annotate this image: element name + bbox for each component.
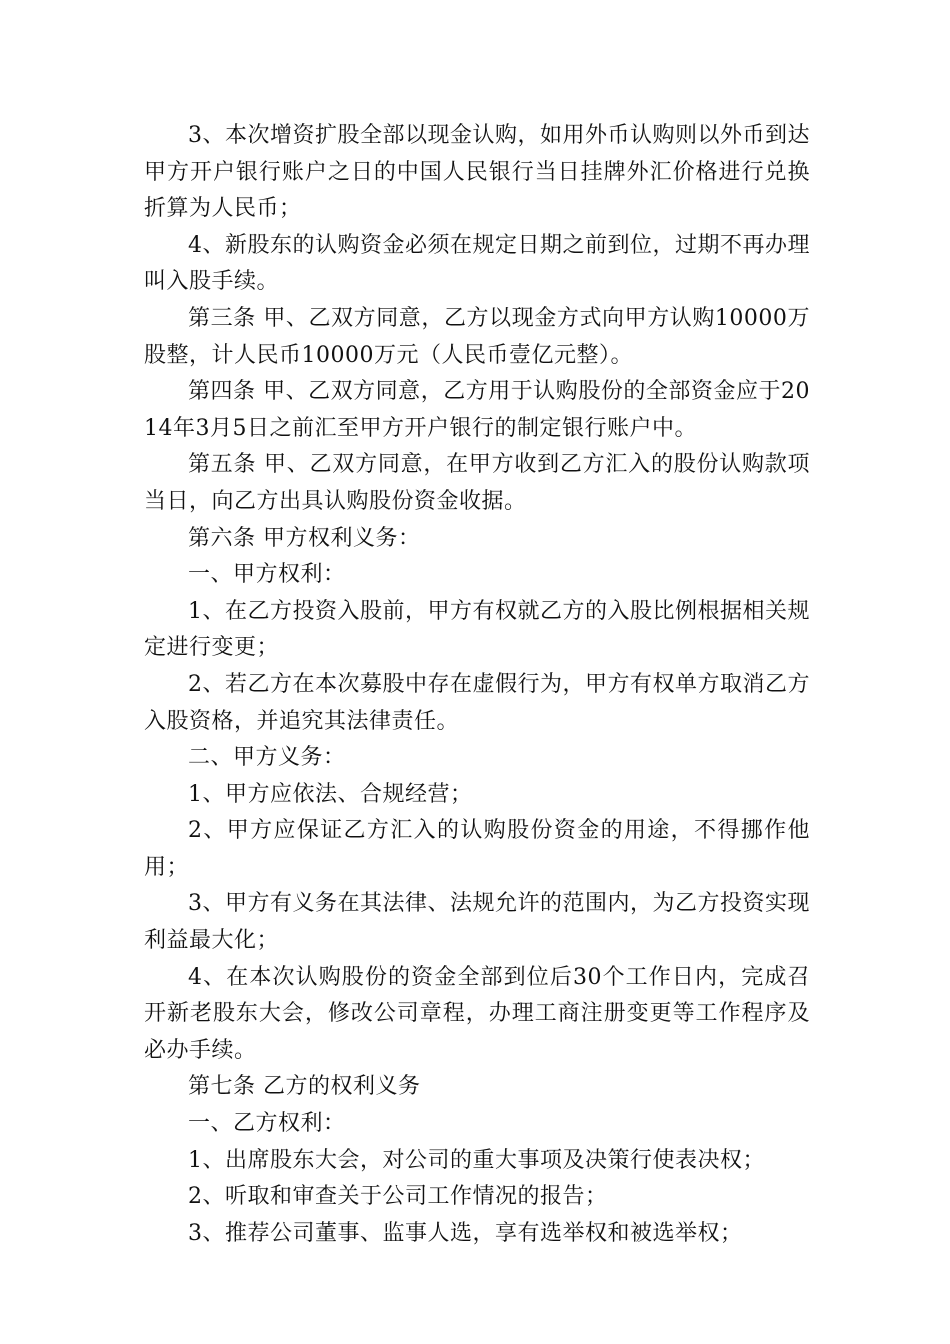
clause-paragraph: 2、若乙方在本次募股中存在虚假行为，甲方有权单方取消乙方入股资格，并追究其法律责任。 [144,671,810,734]
clause-paragraph: 3、推荐公司董事、监事人选，享有选举权和被选举权； [188,1220,743,1246]
party-a-rights-heading: 一、甲方权利： [188,562,346,588]
clause-paragraph: 1、出席股东大会，对公司的重大事项及决策行使表决权； [188,1147,765,1173]
clause-paragraph: 3、甲方有义务在其法律、法规允许的范围内，为乙方投资实现利益最大化； [144,891,810,954]
article-7-heading: 第七条 乙方的权利义务 [188,1074,421,1100]
party-a-obligations-heading: 二、甲方义务： [188,745,346,771]
clause-paragraph: 2、听取和审查关于公司工作情况的报告； [188,1184,608,1210]
clause-paragraph: 4、新股东的认购资金必须在规定日期之前到位，过期不再办理叫入股手续。 [144,232,810,295]
clause-paragraph: 2、甲方应保证乙方汇入的认购股份资金的用途，不得挪作他用； [144,818,810,880]
clause-paragraph: 1、在乙方投资入股前，甲方有权就乙方的入股比例根据相关规定进行变更； [144,598,810,661]
clause-paragraph: 4、在本次认购股份的资金全部到位后30个工作日内，完成召开新老股东大会，修改公司章程，办理工商注册变更等工作程序及必办手续。 [144,964,810,1063]
article-4-paragraph: 第四条 甲、乙双方同意，乙方用于认购股份的全部资金应于2014年3月5日之前汇至甲方开户银行的制定银行账户中。 [144,379,810,441]
clause-paragraph: 3、本次增资扩股全部以现金认购，如用外币认购则以外币到达甲方开户银行账户之日的中国人民银行当日挂牌外汇价格进行兑换折算为人民币； [144,123,810,222]
document-body [144,118,810,1252]
article-3-paragraph: 第三条 甲、乙双方同意，乙方以现金方式向甲方认购10000万股整，计人民币10000万元（人民币壹亿元整）。 [144,305,810,368]
article-6-heading: 第六条 甲方权利义务： [188,525,421,551]
party-b-rights-heading: 一、乙方权利： [188,1111,346,1137]
clause-paragraph: 1、甲方应依法、合规经营； [188,781,473,807]
article-5-paragraph: 第五条 甲、乙双方同意，在甲方收到乙方汇入的股份认购款项当日，向乙方出具认购股份资金收据。 [144,452,810,514]
